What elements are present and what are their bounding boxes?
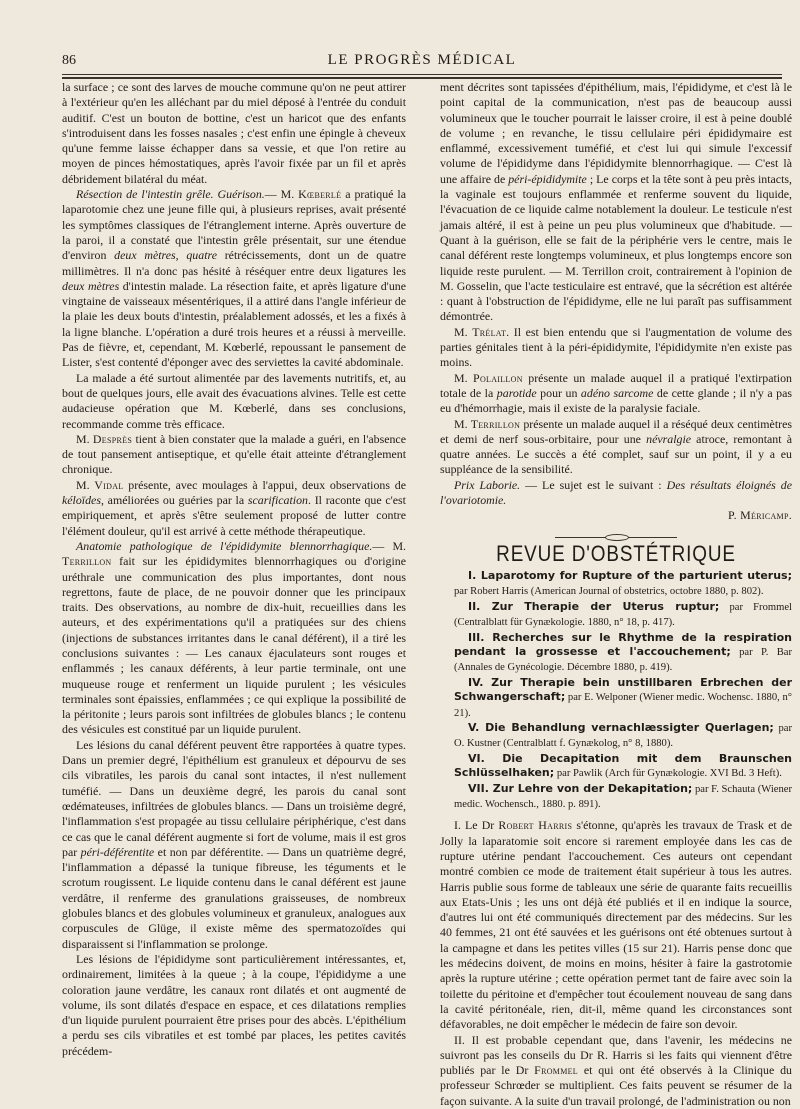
paragraph: Les lésions de l'épididyme sont particulièrement intéressantes, et, ordinairement, limitées à la queue ; à la coupe, l'épididyme a une coloration jaune verdâtre, les canaux ront dilatés et ont augmenté de volume, ils sont dilatés d'espace en espace, et ces dilatations remplies d'un liquide purulent pourraient être prises pour des abcès. L'épithélium a perdu ses cils vibratiles et est tombé par places, les petites cavités précédem- xyxy=(62,951,406,1058)
running-title: LE PROGRÈS MÉDICAL xyxy=(327,52,517,68)
page-number: 86 xyxy=(62,53,76,68)
right-column xyxy=(440,80,792,1109)
reference-item: I. Laparotomy for Rupture of the parturient uterus; par Robert Harris (American Journal of obstetrics, octobre 1880, p. 802). xyxy=(454,568,792,598)
paragraph-epididymite: Anatomie pathologique de l'épididymite blennorrhagique.— M. Terrillon fait sur les épididymites blennorrhagiques ou d'origine uréthrale une communication des plus importantes, dont nous regrettons, faute de place, de ne pouvoir donner que les principaux traits. Des observations, au nombre de dix-huit, recueillies dans les auteurs, et des expérimentations qu'il a pratiquées sur des chiens (injections de substances irritantes dans le canal déférent), il a tiré les conclusions suivantes : — Les canaux éjaculateurs sont rouges et enflammés ; les canaux déférents, à leur partie terminale, ont une muqueuse rouge et renferment un liquide purulent ; les vésicules terminales sont épaissies, enflammées ; ce qui explique la possibilité de la péritonite ; leurs parois sont infiltrées de globules blancs ; le contenu des vésicules est constitué par un liquide purulent. xyxy=(62,538,406,737)
reference-item: III. Recherches sur le Rhythme de la respiration pendant la grossesse et l'accouchement; par P. Bar (Annales de Gynécologie. Décembre 1880, p. 419). xyxy=(454,630,792,674)
references-list xyxy=(440,569,792,813)
author-name: Kœberlé xyxy=(298,187,342,202)
reference-item: V. Die Behandlung vernachlæssigter Querlagen; par O. Kustner (Centralblatt f. Gynækolog, n° 8, 1880). xyxy=(454,720,792,750)
reference-item: VI. Die Decapitation mit dem Braunschen Schlüsselhaken; par Pawlik (Arch für Gynækologie. XVI Bd. 3 Heft). xyxy=(454,751,792,780)
header-rule-thin xyxy=(62,74,782,75)
paragraph: M. Trélat. Il est bien entendu que si l'augmentation de volume des parties génitales tient à la péri-épididymite, l'épididymite n'en existe pas moins. xyxy=(440,324,792,370)
ornament-divider xyxy=(440,534,792,540)
paragraph: M. Polaillon présente un malade auquel il a pratiqué l'extirpation totale de la parotide pour un adéno sarcome de cette glande ; il n'y a pas eu d'hémorrhagie, mais il existe de la paralysie faciale. xyxy=(440,370,792,416)
subsection-title: Anatomie pathologique de l'épididymite blennorrhagique. xyxy=(76,538,373,553)
author-name: Desprès xyxy=(92,431,133,446)
author-name: Frommel xyxy=(534,1063,578,1078)
paragraph: M. Desprès tient à bien constater que la malade a guéri, en l'absence de tout pansement antiseptique, et qu'elle était atteinte d'étranglement chronique. xyxy=(62,431,406,477)
reference-item: VII. Zur Lehre von der Dekapitation; par F. Schauta (Wiener medic. Wochensch., 1880. p. 891). xyxy=(454,781,792,810)
signature: P. Méricamp. xyxy=(728,508,792,523)
reference-item: II. Zur Therapie der Uterus ruptur; par Frommel (Centralblatt für Gynækologie. 1880, n° 18, p. 417). xyxy=(454,599,793,629)
author-name: Polaillon xyxy=(473,370,523,385)
paragraph-prix: Prix Laborie. — Le sujet est le suivant : Des résultats éloignés de l'ovariotomie. xyxy=(440,477,792,508)
paragraph: la surface ; ce sont des larves de mouche commune qu'on ne peut attirer à l'extérieur qu'en les alléchant par du miel déposé à l'entrée du conduit auditif. C'est un bouton de bottine, c'est un haricot que des enfants s'introduisent dans les fosses nasales ; c'est enfin une épingle à cheveux qu'une femme laisse échapper dans sa vessie, et que l'on retire au moyen de pinces hémostatiques, après l'avoir fixée par un fil et après débridement bilatéral du méat. xyxy=(62,80,406,186)
page-header xyxy=(62,50,782,72)
reference-item: IV. Zur Therapie bein unstillbaren Erbrechen der Schwangerschaft; par E. Welponer (Wiener medic. Wochensc. 1880, n° 21). xyxy=(454,675,792,719)
paragraph: M. Vidal présente, avec moulages à l'appui, deux observations de kéloïdes, améliorées ou guéries par la scarification. Il raconte que c'est empiriquement, et après s'être seulement proposé de lutter contre l'élément douleur, qu'il est arrivé à cette méthode thérapeutique. xyxy=(62,477,406,538)
paragraph: I. Le Dr Robert Harris s'étonne, qu'après les travaux de Trask et de Jolly la laparatomie soit encore si rarement employée dans les cas de rupture utérine pendant l'accouchement. Ces auteurs ont cependant montré combien ce mode de traitement était supérieur à tous les autres. Harris publie sous forme de tableaux une série de quarante faits recueillis aux Etats-Unis ; les uns ont déjà été publiés et il en indique la source, d'autres lui ont été communiqués directement par des médecins. Sur les 40 femmes, 21 ont été sauvées et les guérisons ont été obtenues surtout à la campagne et dans les petites villes (15 sur 21). Harris pense donc que les médecins doivent, de moins en moins, hésiter à faire la gastrotomie après la rupture utérine ; cette opération permet tant de faire avec soin la toilette du péritoine et d'empêcher tout écoulement nouveau de sang dans la cavité péritonéale, rien, dit-il, même quand les circonstances sont défavorables, ne doit empêcher le médecin de faire son devoir. xyxy=(440,818,792,1032)
section-title: REVUE D'OBSTÉTRIQUE xyxy=(496,540,736,566)
paragraph: M. Terrillon présente un malade auquel il a réséqué deux centimètres et demi de nerf sous-orbitaire, pour une névralgie atroce, remontant à quatre années. Le succès a été complet, sauf sur un point, il y a eu suppléance de la sensibilité. xyxy=(440,416,792,477)
header-rule-thick xyxy=(62,77,782,79)
paragraph: ment décrites sont tapissées d'épithélium, mais, l'épididyme, et c'est là le point capital de la communication, n'est pas de beaucoup aussi volumineux que le toucher pourrait le laisser croire, il est à peine doublé de volume ; en revanche, le tissu cellulaire péri épididymaire est enflammé, excessivement tuméfié, et c'est lui qui simule l'excessif volume de l'épididyme dans l'épididymite blennorrhagique. — C'est là une affaire de péri-épididymite ; Le corps et la tête sont à peu près intacts, la vaginale est toujours enflammée et renferme souvent du liquide, l'évacuation de ce liquide calme notablement la douleur. Le testicule n'est jamais altéré, il est à peine un peu plus volumineux que d'habitude. — Quant à la guérison, elle se fait de la périphérie vers le centre, mais le canal déférent reste longtemps volumineux, et plus longtemps encore son liquide reste purulent. — M. Terrillon croit, contrairement à l'opinion de M. Gosselin, que l'acte testiculaire est entravé, que la sécrétion est altérée : quant à l'obstruction de l'épididyme, elle ne lui paraît pas suffisamment démontrée. xyxy=(440,80,792,324)
subsection-title: Résection de l'intestin grêle. Guérison. xyxy=(76,187,265,202)
author-name: Terrillon xyxy=(62,554,112,569)
paragraph-resection: Résection de l'intestin grêle. Guérison.— M. Kœberlé a pratiqué la laparotomie chez une jeune fille qui, à plusieurs reprises, avait présenté les symptômes classiques de l'étranglement interne. Après ouverture de la paroi, il a constaté que l'intestin grêle présentait, sur une étendue d'environ deux mètres, quatre rétrécissements, dont un de quatre millimètres. Il n'a donc pas hésité à réséquer entre deux ligatures les deux mètres d'intestin malade. La résection faite, et après ligature d'une vingtaine de vaisseaux mésentériques, il a attiré dans l'angle inférieur de la plaie les deux bouts d'intestin, préalablement adossés, et les a fixés à la ligne blanche. L'opération a duré trois heures et a réussi à merveille. Pas de fièvre, et, cependant, M. Kœberlé, repoussant le pansement de Lister, s'est contenté d'éponger avec des serviettes la cavité abdominale. xyxy=(62,187,406,370)
author-name: Trélat xyxy=(472,324,507,339)
paragraph: Les lésions du canal déférent peuvent être rapportées à quatre types. Dans un premier degré, l'épithélium est granuleux et dépourvu de ses cils vibratiles, les parois du canal sont intactes, il n'est nullement tuméfié. — Dans un deuxième degré, les parois du canal sont œdémateuses, infiltrées de globules blancs. — Dans un troisième degré, l'inflammation s'est propagée au tissu cellulaire périphérique, c'est dans ce cas que le canal déférent augmente si fort de volume, mais il est gros par péri-déférentite et non par déférentite. — Dans un quatrième degré, l'inflammation a dépassé la tunique fibreuse, les téguments et le scrotum rougissent. Le liquide contenu dans le canal déférent est jaune verdâtre, il renferme des granulations graisseuses, de nombreux globules blancs et des globules volumineux et granuleux, analogues aux corpuscules de Glüge, il existe même des spermatozoïdes qui disparaissent si l'inflammation se prolonge. xyxy=(62,737,407,951)
author-name: Terrillon xyxy=(470,416,521,431)
author-name: Vidal xyxy=(94,477,124,492)
author-name: Robert Harris xyxy=(498,818,573,833)
paragraph: La malade a été surtout alimentée par des lavements nutritifs, et, au bout de quelques jours, elle avait des évacuations alvines. Telle est cette audacieuse opération que M. Kœberlé, dans ses conclusions, recommande comme très efficace. xyxy=(62,370,406,431)
left-column xyxy=(62,80,406,1059)
paragraph: II. Il est probable cependant que, dans l'avenir, les médecins ne suivront pas les conseils du Dr R. Harris si les faits qui viennent d'être publiés par le Dr Frommel et qui ont été observés à la Clinique du professeur Schrœder se multiplient. Ces faits peuvent se résumer de la façon suivante. A la suite d'un travail prolongé, de l'administration ou non xyxy=(440,1032,792,1108)
